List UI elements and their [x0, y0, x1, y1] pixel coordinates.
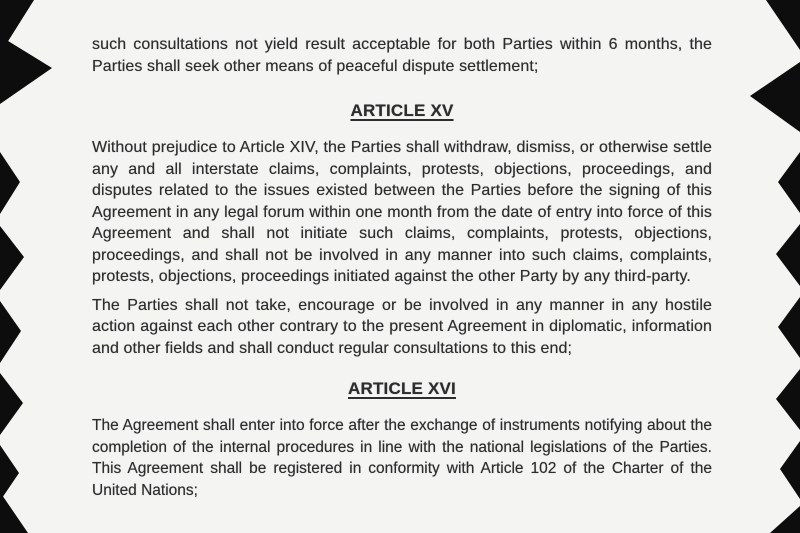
article-xvi-heading	[92, 379, 712, 399]
article-xv-paragraph-1: Without prejudice to Article XIV, the Parties shall withdraw, dismiss, or otherwise settle any and all interstate claims, complaints, protests, objections, proceedings, and disputes related to the issues existed between the Parties before the signing of this Agreement in any legal forum within one month from the date of entry into force of this Agreement and shall not initiate such claims, complaints, protests, objections, proceedings, and shall not be involved in any manner into such claims, complaints, protests, objections, proceedings initiated against the other Party by any third-party.	[92, 139, 712, 285]
document-text-block	[92, 34, 712, 501]
article-xv-heading-text: ARTICLE XV	[350, 101, 454, 120]
article-xv-paragraph-2: The Parties shall not take, encourage or be involved in any manner in any hostile action against each other contrary to the present Agreement in diplomatic, information and other fields and shall conduct regular consultations to this end;	[92, 296, 712, 357]
article-xvi-paragraph-1: The Agreement shall enter into force after the exchange of instruments notifying about the completion of the internal procedures in line with the national legislations of the Parties. This Agreement shall be registered in conformity with Article 102 of the Charter of the United Nations;	[92, 417, 712, 499]
intro-paragraph: such consultations not yield result acceptable for both Parties within 6 months, the Parties shall seek other means of peaceful dispute settlement;	[92, 36, 712, 75]
right-torn-edge-artifact	[740, 0, 800, 533]
article-xvi-heading-text: ARTICLE XVI	[348, 379, 456, 398]
left-torn-edge-artifact	[0, 0, 60, 533]
article-xv-heading	[92, 101, 712, 121]
